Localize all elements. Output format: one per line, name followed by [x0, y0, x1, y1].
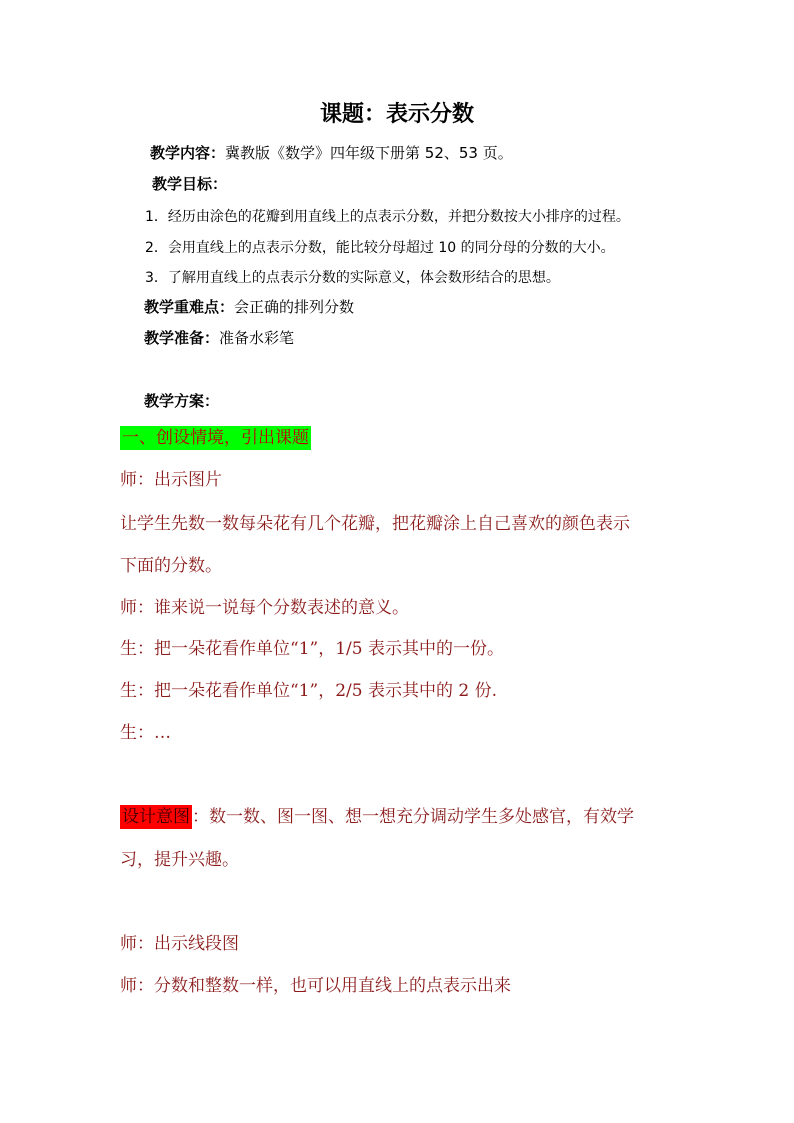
section1-line-6: 生：把一朵花看作单位“1”，2/5 表示其中的 2 份. — [120, 681, 497, 701]
teaching-content — [150, 146, 513, 161]
section1-line-4: 师：谁来说一说每个分数表述的意义。 — [120, 598, 409, 618]
plan-label: 教学方案： — [144, 392, 220, 410]
objective-item-3: 3．了解用直线上的点表示分数的实际意义，体会数形结合的思想。 — [145, 270, 560, 286]
section1-line-7: 生：… — [120, 723, 171, 743]
teaching-content-label: 教学内容： — [150, 144, 226, 162]
objectives-label: 教学目标： — [152, 175, 228, 193]
section2-line-2: 师：分数和整数一样，也可以用直线上的点表示出来 — [120, 976, 511, 996]
preparation-text: 准备水彩笔 — [219, 329, 295, 347]
key-points-label: 教学重难点： — [144, 298, 235, 316]
key-points — [144, 300, 354, 315]
section1-heading — [120, 430, 311, 447]
section1-line-3: 下面的分数。 — [120, 556, 222, 576]
key-points-text: 会正确的排列分数 — [234, 298, 355, 316]
design-intent-label: 设计意图 — [122, 807, 190, 827]
section1-line-5: 生：把一朵花看作单位“1”，1/5 表示其中的一份。 — [120, 639, 504, 659]
section1-line-1: 师：出示图片 — [120, 470, 222, 490]
objective-item-1: 1．经历由涂色的花瓣到用直线上的点表示分数，并把分数按大小排序的过程。 — [145, 209, 630, 225]
design-intent — [120, 809, 634, 826]
preparation-label: 教学准备： — [144, 329, 220, 347]
preparation — [144, 331, 294, 346]
design-intent-text: ：数一数、图一图、想一想充分调动学生多处感官，有效学 — [192, 807, 634, 827]
design-intent-text-2: 习，提升兴趣。 — [120, 850, 239, 870]
teaching-content-text: 冀教版《数学》四年级下册第 52、53 页。 — [225, 144, 513, 162]
section2-line-1: 师：出示线段图 — [120, 934, 239, 954]
objective-item-2: 2．会用直线上的点表示分数，能比较分母超过 10 的同分母的分数的大小。 — [145, 240, 615, 256]
section1-line-2: 让学生先数一数每朵花有几个花瓣，把花瓣涂上自己喜欢的颜色表示 — [120, 514, 630, 534]
page-title: 课题：表示分数 — [319, 102, 474, 127]
section1-heading-text: 一、创设情境，引出课题 — [122, 428, 309, 448]
